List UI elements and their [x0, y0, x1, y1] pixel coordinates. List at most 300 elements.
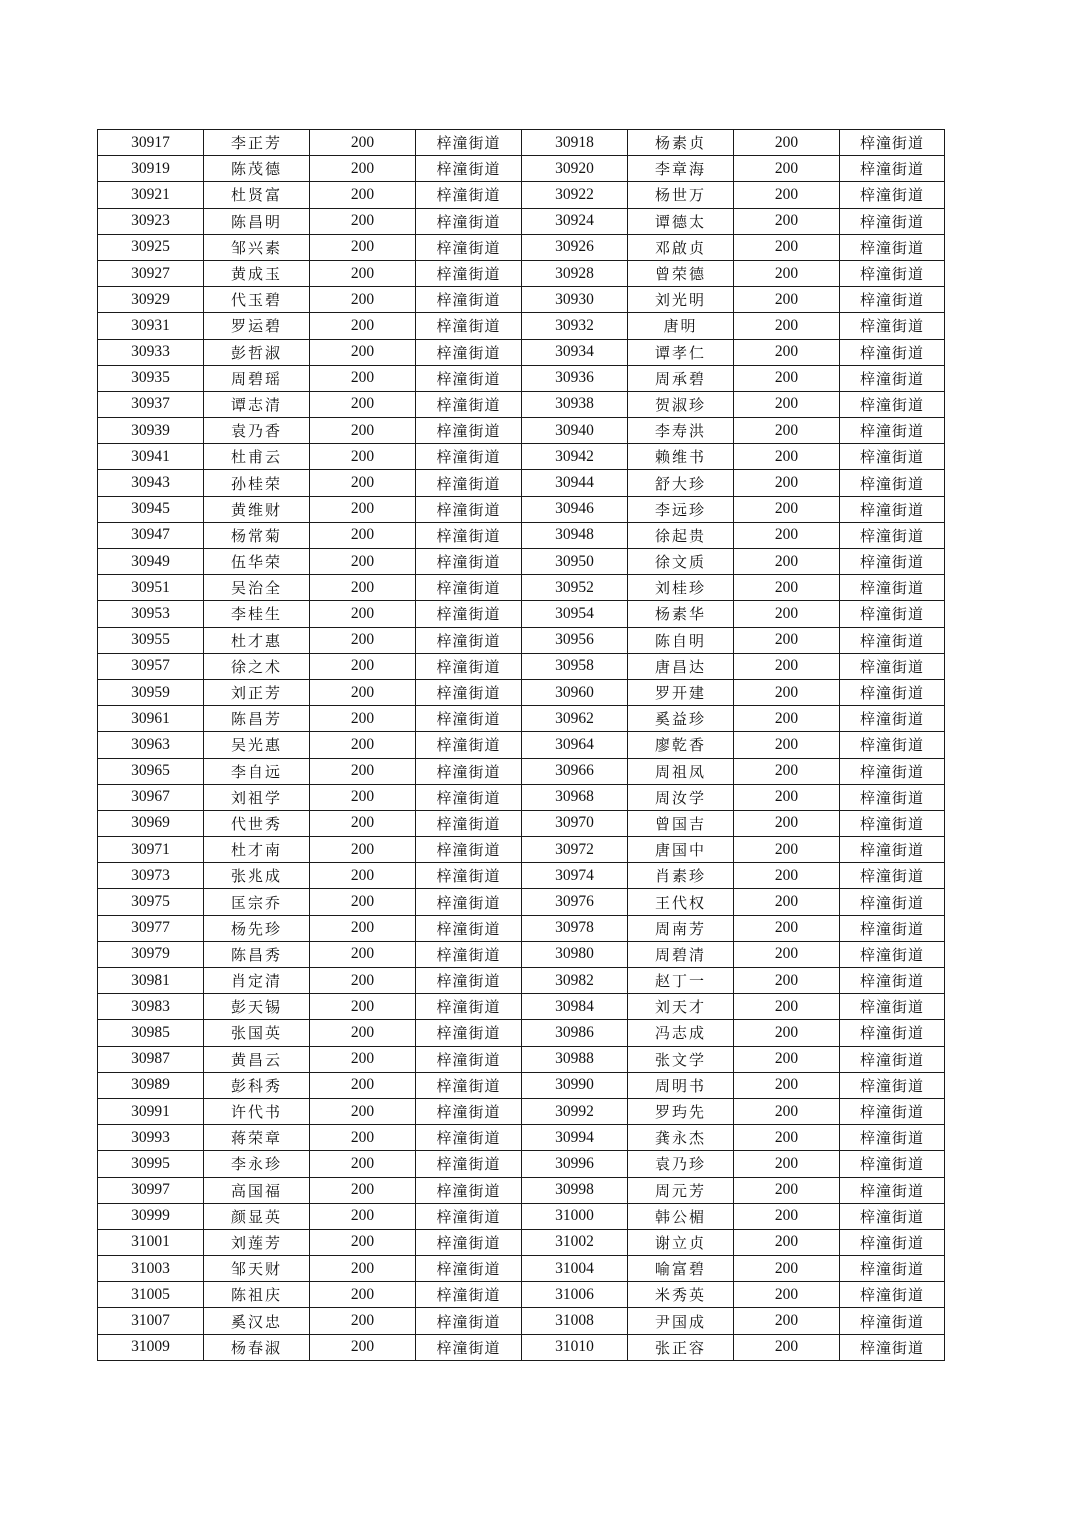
left-name-cell: 张国英 — [204, 1020, 310, 1046]
left-street-cell: 梓潼街道 — [416, 470, 522, 496]
table-row — [98, 1334, 945, 1360]
left-id-cell: 30971 — [98, 837, 204, 863]
left-amount-cell: 200 — [310, 732, 416, 758]
right-amount-cell: 200 — [734, 837, 840, 863]
left-street-cell: 梓潼街道 — [416, 444, 522, 470]
right-street-cell: 梓潼街道 — [840, 313, 945, 339]
left-id-cell: 30969 — [98, 810, 204, 836]
right-amount-cell: 200 — [734, 915, 840, 941]
left-name-cell: 邹天财 — [204, 1256, 310, 1282]
left-amount-cell: 200 — [310, 391, 416, 417]
left-id-cell: 30973 — [98, 863, 204, 889]
right-street-cell: 梓潼街道 — [840, 1256, 945, 1282]
left-id-cell: 31005 — [98, 1282, 204, 1308]
left-street-cell: 梓潼街道 — [416, 679, 522, 705]
right-id-cell: 30954 — [522, 601, 628, 627]
left-name-cell: 孙桂荣 — [204, 470, 310, 496]
right-name-cell: 谭孝仁 — [628, 339, 734, 365]
left-id-cell: 30917 — [98, 130, 204, 156]
right-name-cell: 廖乾香 — [628, 732, 734, 758]
right-name-cell: 刘光明 — [628, 287, 734, 313]
right-name-cell: 喻富碧 — [628, 1256, 734, 1282]
left-name-cell: 杜贤富 — [204, 182, 310, 208]
left-street-cell: 梓潼街道 — [416, 810, 522, 836]
right-amount-cell: 200 — [734, 601, 840, 627]
left-street-cell: 梓潼街道 — [416, 1046, 522, 1072]
left-street-cell: 梓潼街道 — [416, 653, 522, 679]
right-id-cell: 30992 — [522, 1098, 628, 1124]
right-id-cell: 30994 — [522, 1125, 628, 1151]
roster-body — [98, 130, 945, 1361]
right-amount-cell: 200 — [734, 365, 840, 391]
left-amount-cell: 200 — [310, 130, 416, 156]
right-id-cell: 30944 — [522, 470, 628, 496]
left-name-cell: 陈茂德 — [204, 156, 310, 182]
right-name-cell: 陈自明 — [628, 627, 734, 653]
left-id-cell: 30985 — [98, 1020, 204, 1046]
right-name-cell: 周明书 — [628, 1072, 734, 1098]
left-id-cell: 30983 — [98, 994, 204, 1020]
left-amount-cell: 200 — [310, 863, 416, 889]
table-row — [98, 915, 945, 941]
left-name-cell: 杨春淑 — [204, 1334, 310, 1360]
left-id-cell: 30961 — [98, 706, 204, 732]
right-id-cell: 30940 — [522, 418, 628, 444]
right-name-cell: 曾荣德 — [628, 260, 734, 286]
right-street-cell: 梓潼街道 — [840, 679, 945, 705]
right-id-cell: 30920 — [522, 156, 628, 182]
table-row — [98, 496, 945, 522]
table-row — [98, 653, 945, 679]
table-row — [98, 889, 945, 915]
table-row — [98, 784, 945, 810]
table-row — [98, 1046, 945, 1072]
left-id-cell: 30927 — [98, 260, 204, 286]
right-street-cell: 梓潼街道 — [840, 1308, 945, 1334]
left-id-cell: 30999 — [98, 1203, 204, 1229]
left-amount-cell: 200 — [310, 522, 416, 548]
left-name-cell: 杜才惠 — [204, 627, 310, 653]
right-amount-cell: 200 — [734, 522, 840, 548]
right-id-cell: 31008 — [522, 1308, 628, 1334]
right-amount-cell: 200 — [734, 391, 840, 417]
left-street-cell: 梓潼街道 — [416, 732, 522, 758]
left-amount-cell: 200 — [310, 1334, 416, 1360]
left-street-cell: 梓潼街道 — [416, 260, 522, 286]
right-id-cell: 30964 — [522, 732, 628, 758]
right-id-cell: 30968 — [522, 784, 628, 810]
table-row — [98, 1125, 945, 1151]
left-id-cell: 30991 — [98, 1098, 204, 1124]
right-amount-cell: 200 — [734, 941, 840, 967]
left-street-cell: 梓潼街道 — [416, 1229, 522, 1255]
right-amount-cell: 200 — [734, 1046, 840, 1072]
left-street-cell: 梓潼街道 — [416, 706, 522, 732]
right-id-cell: 30986 — [522, 1020, 628, 1046]
left-amount-cell: 200 — [310, 234, 416, 260]
right-street-cell: 梓潼街道 — [840, 234, 945, 260]
left-name-cell: 李永珍 — [204, 1151, 310, 1177]
left-id-cell: 30975 — [98, 889, 204, 915]
right-amount-cell: 200 — [734, 444, 840, 470]
left-amount-cell: 200 — [310, 968, 416, 994]
table-row — [98, 1098, 945, 1124]
right-amount-cell: 200 — [734, 758, 840, 784]
right-amount-cell: 200 — [734, 994, 840, 1020]
left-street-cell: 梓潼街道 — [416, 758, 522, 784]
left-id-cell: 30981 — [98, 968, 204, 994]
left-amount-cell: 200 — [310, 1046, 416, 1072]
right-name-cell: 张文学 — [628, 1046, 734, 1072]
right-name-cell: 王代权 — [628, 889, 734, 915]
table-row — [98, 260, 945, 286]
right-amount-cell: 200 — [734, 130, 840, 156]
left-name-cell: 刘莲芳 — [204, 1229, 310, 1255]
left-amount-cell: 200 — [310, 1125, 416, 1151]
left-name-cell: 李自远 — [204, 758, 310, 784]
right-street-cell: 梓潼街道 — [840, 810, 945, 836]
left-name-cell: 杨常菊 — [204, 522, 310, 548]
right-id-cell: 30936 — [522, 365, 628, 391]
right-id-cell: 30946 — [522, 496, 628, 522]
right-street-cell: 梓潼街道 — [840, 968, 945, 994]
left-amount-cell: 200 — [310, 549, 416, 575]
left-amount-cell: 200 — [310, 418, 416, 444]
table-row — [98, 418, 945, 444]
left-street-cell: 梓潼街道 — [416, 968, 522, 994]
right-name-cell: 舒大珍 — [628, 470, 734, 496]
right-street-cell: 梓潼街道 — [840, 391, 945, 417]
left-amount-cell: 200 — [310, 1308, 416, 1334]
left-amount-cell: 200 — [310, 653, 416, 679]
left-name-cell: 匡宗乔 — [204, 889, 310, 915]
left-street-cell: 梓潼街道 — [416, 889, 522, 915]
table-row — [98, 1203, 945, 1229]
right-street-cell: 梓潼街道 — [840, 941, 945, 967]
table-row — [98, 837, 945, 863]
right-amount-cell: 200 — [734, 287, 840, 313]
right-street-cell: 梓潼街道 — [840, 496, 945, 522]
left-amount-cell: 200 — [310, 706, 416, 732]
right-amount-cell: 200 — [734, 1282, 840, 1308]
right-street-cell: 梓潼街道 — [840, 1203, 945, 1229]
left-name-cell: 邹兴素 — [204, 234, 310, 260]
table-row — [98, 287, 945, 313]
roster-sheet — [97, 129, 944, 1361]
right-street-cell: 梓潼街道 — [840, 915, 945, 941]
left-street-cell: 梓潼街道 — [416, 208, 522, 234]
right-name-cell: 唐昌达 — [628, 653, 734, 679]
left-name-cell: 彭哲淑 — [204, 339, 310, 365]
left-id-cell: 30963 — [98, 732, 204, 758]
right-amount-cell: 200 — [734, 1256, 840, 1282]
left-amount-cell: 200 — [310, 156, 416, 182]
table-row — [98, 941, 945, 967]
right-amount-cell: 200 — [734, 784, 840, 810]
table-row — [98, 1177, 945, 1203]
left-name-cell: 吴光惠 — [204, 732, 310, 758]
roster-table — [97, 129, 945, 1361]
right-name-cell: 贺淑珍 — [628, 391, 734, 417]
left-name-cell: 肖定清 — [204, 968, 310, 994]
right-amount-cell: 200 — [734, 208, 840, 234]
right-name-cell: 唐国中 — [628, 837, 734, 863]
right-street-cell: 梓潼街道 — [840, 994, 945, 1020]
right-name-cell: 周祖凤 — [628, 758, 734, 784]
left-street-cell: 梓潼街道 — [416, 1125, 522, 1151]
right-amount-cell: 200 — [734, 549, 840, 575]
right-id-cell: 30966 — [522, 758, 628, 784]
right-name-cell: 周元芳 — [628, 1177, 734, 1203]
left-amount-cell: 200 — [310, 1229, 416, 1255]
left-amount-cell: 200 — [310, 1072, 416, 1098]
left-name-cell: 徐之术 — [204, 653, 310, 679]
right-id-cell: 30958 — [522, 653, 628, 679]
left-street-cell: 梓潼街道 — [416, 313, 522, 339]
left-amount-cell: 200 — [310, 208, 416, 234]
right-name-cell: 袁乃珍 — [628, 1151, 734, 1177]
left-name-cell: 蒋荣章 — [204, 1125, 310, 1151]
left-amount-cell: 200 — [310, 313, 416, 339]
right-street-cell: 梓潼街道 — [840, 575, 945, 601]
right-amount-cell: 200 — [734, 889, 840, 915]
right-id-cell: 30976 — [522, 889, 628, 915]
left-amount-cell: 200 — [310, 365, 416, 391]
left-id-cell: 30945 — [98, 496, 204, 522]
right-street-cell: 梓潼街道 — [840, 863, 945, 889]
left-street-cell: 梓潼街道 — [416, 575, 522, 601]
left-name-cell: 杜才南 — [204, 837, 310, 863]
right-id-cell: 30952 — [522, 575, 628, 601]
left-id-cell: 31009 — [98, 1334, 204, 1360]
right-id-cell: 30918 — [522, 130, 628, 156]
table-row — [98, 313, 945, 339]
right-name-cell: 张正容 — [628, 1334, 734, 1360]
right-street-cell: 梓潼街道 — [840, 1020, 945, 1046]
right-id-cell: 30978 — [522, 915, 628, 941]
right-id-cell: 30984 — [522, 994, 628, 1020]
right-amount-cell: 200 — [734, 706, 840, 732]
right-street-cell: 梓潼街道 — [840, 706, 945, 732]
right-amount-cell: 200 — [734, 810, 840, 836]
right-street-cell: 梓潼街道 — [840, 837, 945, 863]
left-name-cell: 伍华荣 — [204, 549, 310, 575]
right-amount-cell: 200 — [734, 1151, 840, 1177]
table-row — [98, 444, 945, 470]
right-street-cell: 梓潼街道 — [840, 1151, 945, 1177]
left-amount-cell: 200 — [310, 1177, 416, 1203]
left-id-cell: 31003 — [98, 1256, 204, 1282]
left-street-cell: 梓潼街道 — [416, 784, 522, 810]
left-name-cell: 吴治全 — [204, 575, 310, 601]
left-id-cell: 30937 — [98, 391, 204, 417]
right-amount-cell: 200 — [734, 863, 840, 889]
right-amount-cell: 200 — [734, 182, 840, 208]
left-amount-cell: 200 — [310, 1282, 416, 1308]
right-name-cell: 赵丁一 — [628, 968, 734, 994]
right-amount-cell: 200 — [734, 418, 840, 444]
right-street-cell: 梓潼街道 — [840, 549, 945, 575]
right-id-cell: 30928 — [522, 260, 628, 286]
table-row — [98, 1072, 945, 1098]
right-id-cell: 30998 — [522, 1177, 628, 1203]
right-street-cell: 梓潼街道 — [840, 1046, 945, 1072]
right-street-cell: 梓潼街道 — [840, 208, 945, 234]
left-name-cell: 杨先珍 — [204, 915, 310, 941]
right-street-cell: 梓潼街道 — [840, 130, 945, 156]
left-id-cell: 30919 — [98, 156, 204, 182]
left-id-cell: 30921 — [98, 182, 204, 208]
right-name-cell: 邓啟贞 — [628, 234, 734, 260]
left-id-cell: 30959 — [98, 679, 204, 705]
table-row — [98, 470, 945, 496]
table-row — [98, 863, 945, 889]
right-name-cell: 刘天才 — [628, 994, 734, 1020]
left-id-cell: 30953 — [98, 601, 204, 627]
right-amount-cell: 200 — [734, 1020, 840, 1046]
left-name-cell: 陈昌芳 — [204, 706, 310, 732]
left-amount-cell: 200 — [310, 496, 416, 522]
right-street-cell: 梓潼街道 — [840, 889, 945, 915]
left-id-cell: 30965 — [98, 758, 204, 784]
left-name-cell: 刘正芳 — [204, 679, 310, 705]
right-amount-cell: 200 — [734, 1098, 840, 1124]
left-name-cell: 陈昌明 — [204, 208, 310, 234]
left-name-cell: 奚汉忠 — [204, 1308, 310, 1334]
left-amount-cell: 200 — [310, 470, 416, 496]
left-id-cell: 30957 — [98, 653, 204, 679]
right-amount-cell: 200 — [734, 496, 840, 522]
left-amount-cell: 200 — [310, 941, 416, 967]
left-id-cell: 30925 — [98, 234, 204, 260]
left-id-cell: 30941 — [98, 444, 204, 470]
right-id-cell: 30974 — [522, 863, 628, 889]
left-street-cell: 梓潼街道 — [416, 1072, 522, 1098]
left-name-cell: 许代书 — [204, 1098, 310, 1124]
right-street-cell: 梓潼街道 — [840, 287, 945, 313]
right-id-cell: 30934 — [522, 339, 628, 365]
left-id-cell: 30929 — [98, 287, 204, 313]
right-name-cell: 曾国吉 — [628, 810, 734, 836]
left-name-cell: 谭志清 — [204, 391, 310, 417]
right-name-cell: 唐明 — [628, 313, 734, 339]
right-street-cell: 梓潼街道 — [840, 627, 945, 653]
left-street-cell: 梓潼街道 — [416, 1203, 522, 1229]
table-row — [98, 1256, 945, 1282]
right-id-cell: 30982 — [522, 968, 628, 994]
left-street-cell: 梓潼街道 — [416, 1334, 522, 1360]
table-row — [98, 208, 945, 234]
left-amount-cell: 200 — [310, 758, 416, 784]
right-id-cell: 30930 — [522, 287, 628, 313]
table-row — [98, 339, 945, 365]
right-street-cell: 梓潼街道 — [840, 1229, 945, 1255]
left-name-cell: 罗运碧 — [204, 313, 310, 339]
left-street-cell: 梓潼街道 — [416, 1151, 522, 1177]
right-name-cell: 李远珍 — [628, 496, 734, 522]
left-id-cell: 31007 — [98, 1308, 204, 1334]
left-street-cell: 梓潼街道 — [416, 1020, 522, 1046]
left-street-cell: 梓潼街道 — [416, 418, 522, 444]
right-name-cell: 周汝学 — [628, 784, 734, 810]
right-amount-cell: 200 — [734, 1229, 840, 1255]
left-amount-cell: 200 — [310, 1151, 416, 1177]
left-street-cell: 梓潼街道 — [416, 496, 522, 522]
left-id-cell: 30987 — [98, 1046, 204, 1072]
right-name-cell: 韩公楣 — [628, 1203, 734, 1229]
right-street-cell: 梓潼街道 — [840, 522, 945, 548]
right-id-cell: 30922 — [522, 182, 628, 208]
left-street-cell: 梓潼街道 — [416, 863, 522, 889]
left-name-cell: 颜显英 — [204, 1203, 310, 1229]
table-row — [98, 156, 945, 182]
left-street-cell: 梓潼街道 — [416, 391, 522, 417]
table-row — [98, 627, 945, 653]
left-street-cell: 梓潼街道 — [416, 549, 522, 575]
left-name-cell: 陈昌秀 — [204, 941, 310, 967]
right-street-cell: 梓潼街道 — [840, 758, 945, 784]
right-name-cell: 米秀英 — [628, 1282, 734, 1308]
left-amount-cell: 200 — [310, 601, 416, 627]
right-amount-cell: 200 — [734, 1072, 840, 1098]
table-row — [98, 706, 945, 732]
right-id-cell: 31000 — [522, 1203, 628, 1229]
left-name-cell: 黄昌云 — [204, 1046, 310, 1072]
right-name-cell: 肖素珍 — [628, 863, 734, 889]
table-row — [98, 234, 945, 260]
left-street-cell: 梓潼街道 — [416, 182, 522, 208]
left-name-cell: 黄成玉 — [204, 260, 310, 286]
left-street-cell: 梓潼街道 — [416, 1308, 522, 1334]
table-row — [98, 994, 945, 1020]
right-name-cell: 徐起贵 — [628, 522, 734, 548]
right-street-cell: 梓潼街道 — [840, 732, 945, 758]
right-id-cell: 30924 — [522, 208, 628, 234]
right-street-cell: 梓潼街道 — [840, 784, 945, 810]
right-amount-cell: 200 — [734, 470, 840, 496]
right-id-cell: 30950 — [522, 549, 628, 575]
right-amount-cell: 200 — [734, 313, 840, 339]
left-id-cell: 30967 — [98, 784, 204, 810]
left-id-cell: 30931 — [98, 313, 204, 339]
left-id-cell: 30923 — [98, 208, 204, 234]
right-id-cell: 30970 — [522, 810, 628, 836]
left-id-cell: 30977 — [98, 915, 204, 941]
right-name-cell: 杨素华 — [628, 601, 734, 627]
table-row — [98, 810, 945, 836]
right-name-cell: 周南芳 — [628, 915, 734, 941]
table-row — [98, 391, 945, 417]
right-id-cell: 30956 — [522, 627, 628, 653]
left-name-cell: 代世秀 — [204, 810, 310, 836]
table-row — [98, 130, 945, 156]
right-amount-cell: 200 — [734, 1308, 840, 1334]
right-name-cell: 奚益珍 — [628, 706, 734, 732]
table-row — [98, 549, 945, 575]
left-amount-cell: 200 — [310, 1203, 416, 1229]
left-id-cell: 30935 — [98, 365, 204, 391]
left-amount-cell: 200 — [310, 810, 416, 836]
right-amount-cell: 200 — [734, 679, 840, 705]
left-id-cell: 30951 — [98, 575, 204, 601]
right-id-cell: 30938 — [522, 391, 628, 417]
left-amount-cell: 200 — [310, 627, 416, 653]
right-street-cell: 梓潼街道 — [840, 418, 945, 444]
right-amount-cell: 200 — [734, 156, 840, 182]
right-street-cell: 梓潼街道 — [840, 1098, 945, 1124]
left-street-cell: 梓潼街道 — [416, 1177, 522, 1203]
table-row — [98, 1308, 945, 1334]
